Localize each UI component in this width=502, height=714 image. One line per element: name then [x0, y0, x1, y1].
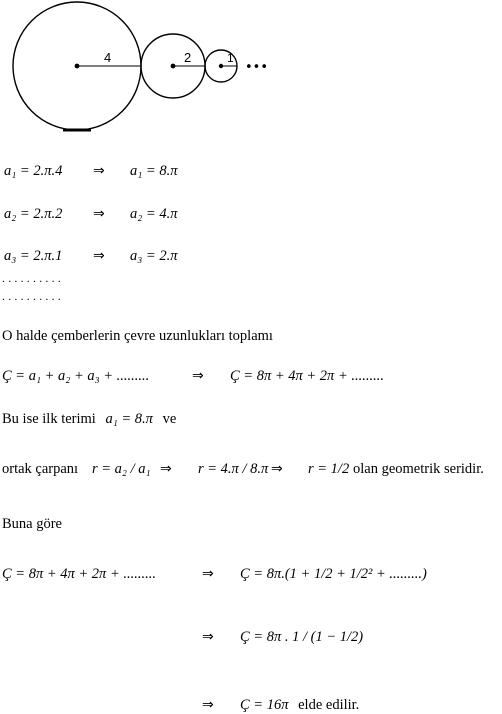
ratio-definition: r = a₂ / a₁: [92, 461, 151, 477]
center-dot-medium: [171, 64, 176, 69]
arrow-icon: ⇒: [202, 566, 214, 582]
radius-label-2: 2: [184, 50, 192, 65]
ratio-tail: olan geometrik seridir.: [353, 461, 484, 477]
a3-right: a₃ = 2.π: [130, 248, 178, 264]
arrow-icon: ⇒: [202, 697, 214, 713]
arrow-icon: ⇒: [202, 629, 214, 645]
arrow-icon: ⇒: [160, 461, 172, 477]
ratio-final: r = 1/2: [308, 461, 350, 477]
step2-formula: Ç = 8π . 1 / (1 − 1/2): [240, 629, 364, 645]
ratio-value: r = 4.π / 8.π: [198, 461, 269, 477]
continuation-dots: ..........: [2, 271, 64, 285]
arrow-icon: ⇒: [93, 248, 105, 264]
a1-right: a₁ = 8.π: [130, 163, 178, 179]
first-term-line: Bu ise ilk terimi a₁ = 8.π ve: [2, 411, 177, 427]
arrow-icon: ⇒: [271, 461, 283, 477]
circles-diagram: [0, 0, 502, 140]
sentence-sum-intro: O halde çemberlerin çevre uzunlukları toplamı: [2, 328, 273, 344]
sum-left: Ç = a₁ + a₂ + a₃ + .........: [2, 368, 150, 384]
a2-left: a₂ = 2.π.2: [4, 206, 63, 222]
a2-right: a₂ = 4.π: [130, 206, 178, 222]
a3-left: a₃ = 2.π.1: [4, 248, 63, 264]
a1-left: a₁ = 2.π.4: [4, 163, 63, 179]
arrow-icon: ⇒: [93, 206, 105, 222]
sum-right: Ç = 8π + 4π + 2π + .........: [230, 368, 384, 384]
ellipsis-dots: •••: [245, 60, 269, 75]
according-text: Buna göre: [2, 516, 62, 532]
result-line: Ç = 16π elde edilir.: [240, 697, 360, 713]
center-dot-small: [219, 64, 223, 68]
center-dot-large: [75, 64, 80, 69]
final-sum-left: Ç = 8π + 4π + 2π + .........: [2, 566, 156, 582]
radius-label-4: 4: [104, 50, 112, 65]
radius-label-1: 1: [227, 51, 234, 65]
arrow-icon: ⇒: [93, 163, 105, 179]
ratio-text: ortak çarpanı: [2, 461, 79, 477]
arrow-icon: ⇒: [192, 368, 204, 384]
continuation-dots: ..........: [2, 289, 64, 303]
final-sum-right: Ç = 8π.(1 + 1/2 + 1/2² + .........): [240, 566, 427, 582]
